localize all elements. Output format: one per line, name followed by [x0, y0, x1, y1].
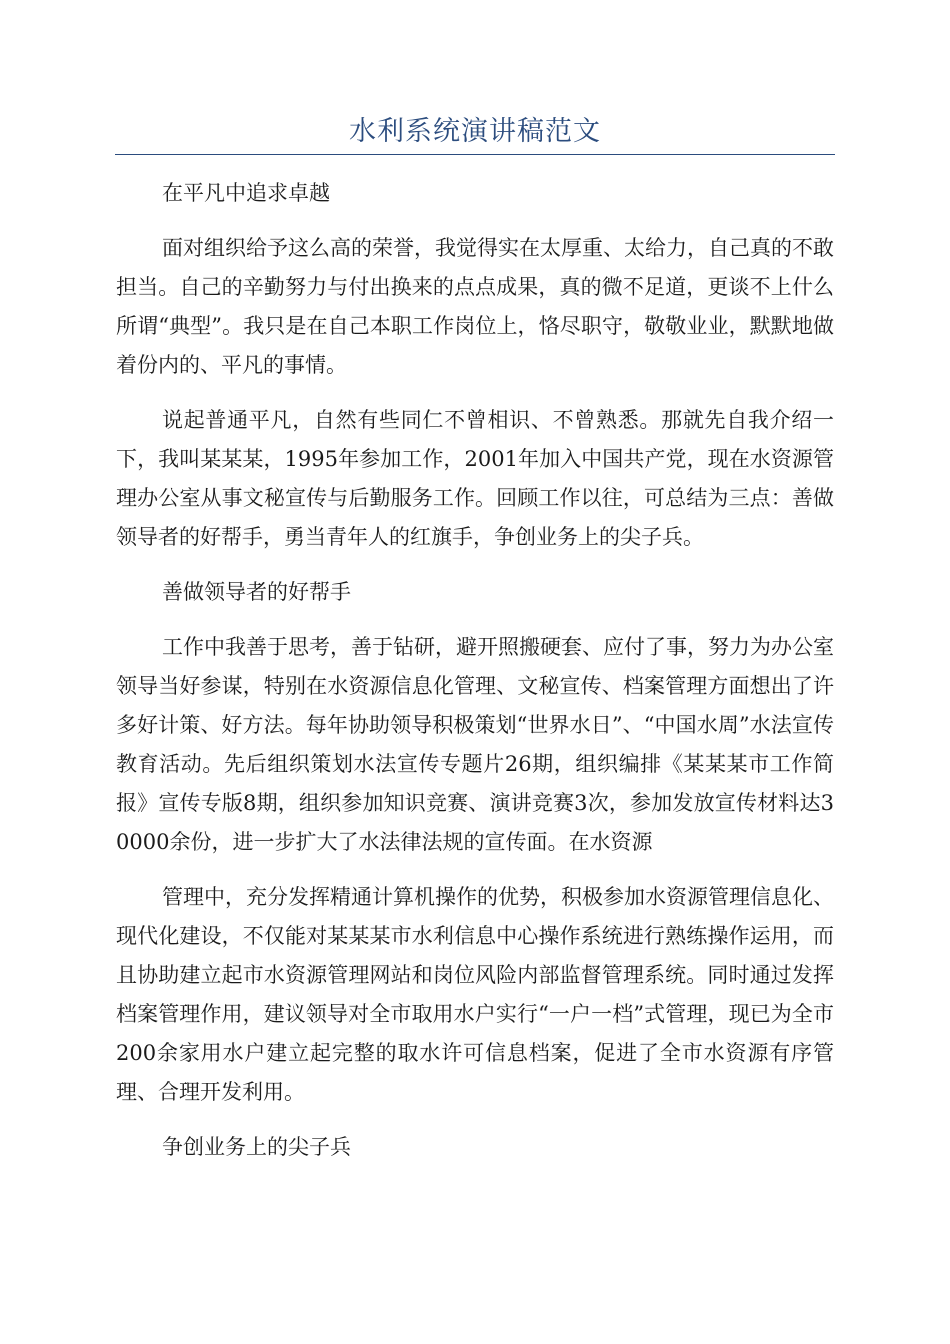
- paragraph: 管理中，充分发挥精通计算机操作的优势，积极参加水资源管理信息化、现代化建设，不仅能对某某某市水利信息中心操作系统进行熟练操作运用，而且协助建立起市水资源管理网站和岗位风险内部监督管理系统。同时通过发挥档案管理作用，建议领导对全市取用水户实行“一户一档”式管理，现已为全市200余家用水户建立起完整的取水许可信息档案，促进了全市水资源有序管理、合理开发利用。: [116, 885, 834, 1104]
- document-body: [116, 174, 834, 1183]
- paragraph: 面对组织给予这么高的荣誉，我觉得实在太厚重、太给力，自己真的不敢担当。自己的辛勤努力与付出换来的点点成果，真的微不足道，更谈不上什么所谓“典型”。我只是在自己本职工作岗位上，恪尽职守，敬敬业业，默默地做着份内的、平凡的事情。: [116, 236, 834, 377]
- paragraph: 工作中我善于思考，善于钻研，避开照搬硬套、应付了事，努力为办公室领导当好参谋，特别在水资源信息化管理、文秘宣传、档案管理方面想出了许多好计策、好方法。每年协助领导积极策划“世界水日”、“中国水周”水法宣传教育活动。先后组织策划水法宣传专题片26期，组织编排《某某某市工作简报》宣传专版8期，组织参加知识竞赛、演讲竞赛3次，参加发放宣传材料达30000余份，进一步扩大了水法律法规的宣传面。在水资源: [116, 635, 834, 854]
- paragraph: 说起普通平凡，自然有些同仁不曾相识、不曾熟悉。那就先自我介绍一下，我叫某某某，1995年参加工作，2001年加入中国共产党，现在水资源管理办公室从事文秘宣传与后勤服务工作。回顾工作以往，可总结为三点：善做领导者的好帮手，勇当青年人的红旗手，争创业务上的尖子兵。: [116, 408, 834, 549]
- document-title: 水利系统演讲稿范文: [349, 116, 601, 147]
- section-heading: 善做领导者的好帮手: [162, 580, 351, 604]
- title-underline: [115, 154, 835, 155]
- section-heading: 争创业务上的尖子兵: [162, 1135, 351, 1159]
- section-heading: 在平凡中追求卓越: [162, 181, 330, 205]
